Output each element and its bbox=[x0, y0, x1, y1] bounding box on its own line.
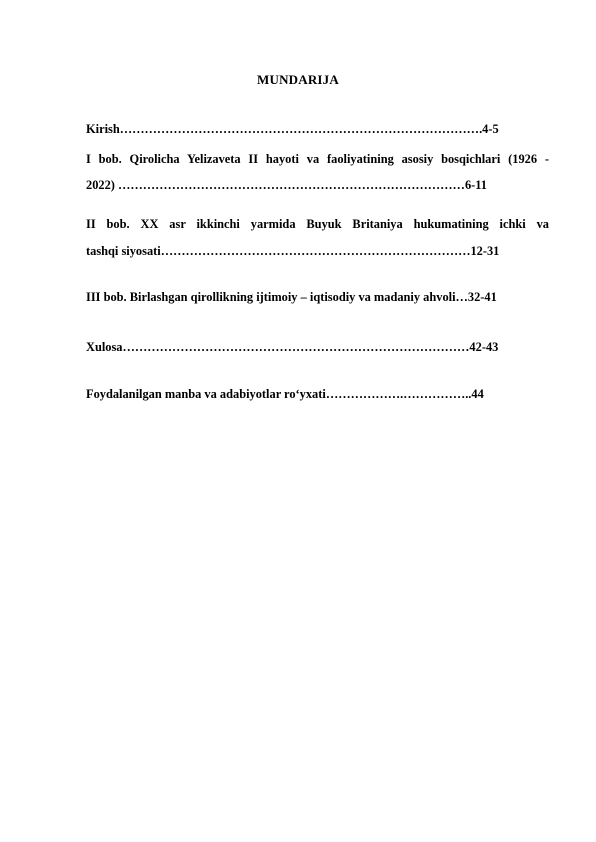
toc-entry-foydalanilgan: Foydalanilgan manba va adabiyotlar ro‘yxati……………….……………..44 bbox=[86, 387, 484, 401]
toc-entry-bob3: III bob. Birlashgan qirollikning ijtimoiy – iqtisodiy va madaniy ahvoli…32-41 bbox=[86, 290, 497, 304]
toc-entry-bob1-line1: I bob. Qirolicha Yelizaveta II hayoti va faoliyatining asosiy bosqichlari (1926 - bbox=[86, 152, 549, 166]
toc-entry-kirish: Kirish…………………………………………………………………………….4-5 bbox=[86, 122, 499, 136]
toc-entry-bob2-line2: tashqi siyosati…………………………………………………………………12-31 bbox=[86, 244, 500, 258]
page-title: MUNDARIJA bbox=[257, 72, 339, 87]
toc-entry-bob2-line1: II bob. XX asr ikkinchi yarmida Buyuk Britaniya hukumatining ichki va bbox=[86, 217, 549, 231]
toc-entry-bob1-line2: 2022) …………………………………………………………………………6-11 bbox=[86, 178, 487, 192]
toc-entry-xulosa: Xulosa…………………………………………………………………………42-43 bbox=[86, 340, 499, 354]
